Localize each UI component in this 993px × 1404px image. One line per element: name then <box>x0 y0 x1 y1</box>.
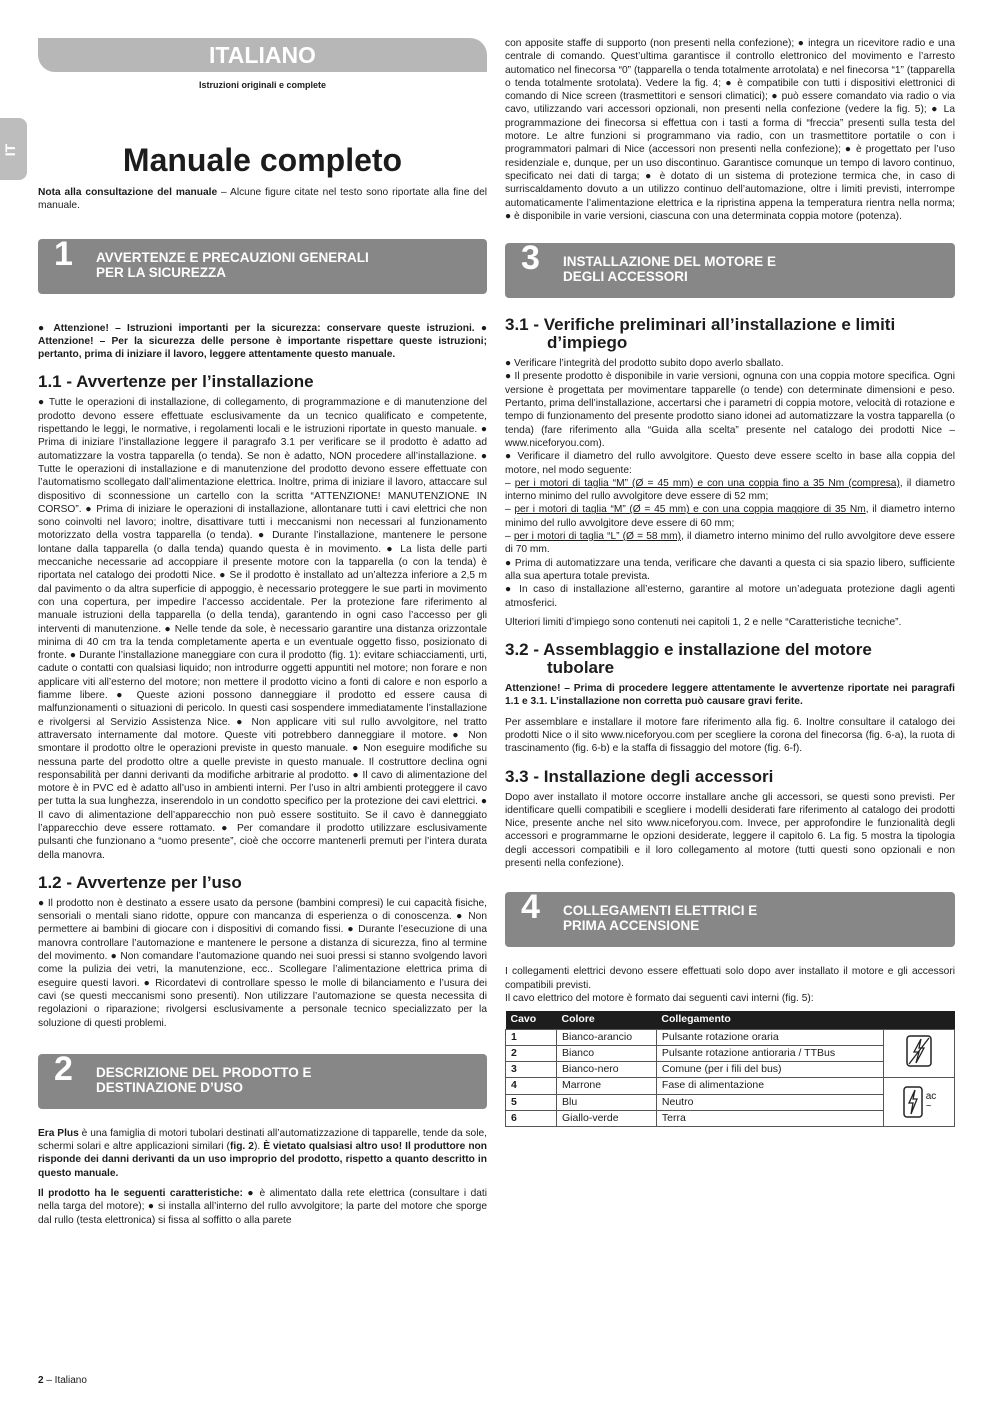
list-item: – per i motori di taglia “M” (Ø = 45 mm) e con una coppia maggiore di 35 Nm, il diametro interno minimo del rullo avvolgitore deve essere di 60 mm; <box>505 504 955 529</box>
table-row: 6 Giallo-verde Terra <box>506 1111 955 1127</box>
heading-1-1: 1.1 - Avvertenze per l’installazione <box>38 372 314 392</box>
safety-warning: ● Attenzione! – Istruzioni importanti per la sicurezza: conservare queste istruzioni. ● Attenzione! – Per la sicurezza delle persone è importante rispettare queste istruzioni; pertanto, prima di iniziare il lavoro, leggere attentamente questo manuale. <box>38 322 487 361</box>
table-row: 2 Bianco Pulsante rotazione antioraria / TTBus <box>506 1045 955 1061</box>
section-4-header: 4 COLLEGAMENTI ELETTRICI E PRIMA ACCENSIONE <box>505 892 955 947</box>
para-3-3: Dopo aver installato il motore occorre installare anche gli accessori, se questi sono previsti. Per identificare quelli compatibili e scegliere i modelli desiderati fare riferimento al catalogo dei prodotti Nice, presente anche nel sito www.niceforyou.com. Invece, per approfondire le funzionalità degli accessori e programmarne le opzioni desiderate, leggere il capitolo 6. La fig. 5 mostra la tipologia degli accessori compatibili e il loro collegamento al motore (tutti questi sono opzionali e non presenti nella confezione). <box>505 791 955 870</box>
heading-3-3: 3.3 - Installazione degli accessori <box>505 766 774 786</box>
list-item: ● In caso di installazione all’esterno, garantire al motore un’adeguata protezione dagli agenti atmosferici. <box>505 584 955 609</box>
para-4-b: Il cavo elettrico del motore è formato dai seguenti cavi interni (fig. 5): <box>505 992 814 1004</box>
para-1-2: ● Il prodotto non è destinato a essere usato da persone (bambini compresi) le cui capacità fisiche, sensoriali o mentali siano ridotte, oppure con mancanza di esperienza o di conoscenza. ● Non permettere ai bambini di giocare con i dispositivi di comando fissi. ● Durante l’esecuzione di una manovra controllare l’automazione e mantenere le persone a distanza di sicurezza, fino al termine del movimento. ● Non comandare l’automazione quando nei suoi pressi si stanno svolgendo lavori come la pulizia dei vetri, la manutenzione, ecc.. Scollegare l’alimentazione elettrica prima di eseguire questi lavori. ● Ricordatevi di controllare spesso le molle di bilanciamento e l’usura dei cavi (se questi meccanismi sono presenti). Non utilizzare l’automazione se questa necessita di regolazioni o riparazione; rivolgersi esclusivamente a personale tecnico specializzato per la soluzione di questi problemi. <box>38 897 487 1029</box>
table-row: 3 Bianco-nero Comune (per i fili del bus) <box>506 1062 955 1078</box>
low-voltage-symbol-icon <box>884 1029 955 1078</box>
para-3-2: Per assemblare e installare il motore fare riferimento alla fig. 6. Inoltre consultare il catalogo dei prodotti Nice o il sito www.niceforyou.com per scegliere la corona del finecorsa (fig. 6-a), la ruota di trascinamento (fig. 6-b) e la staffa di fissaggio del motore (fig. 6-f). <box>505 716 955 755</box>
para-2-b: Il prodotto ha le seguenti caratteristiche: ● è alimentato dalla rete elettrica (consultare i dati nella targa del motore); ● si installa all’interno del rullo avvolgitore; la parte del motore che sporge dal rullo (testa elettronica) si fissa al soffitto o alla parete <box>38 1188 487 1226</box>
heading-3-2: 3.2 - Assemblaggio e installazione del motore tubolare <box>505 640 872 678</box>
para-2-a: Era Plus è una famiglia di motori tubolari destinati all’automatizzazione di tapparelle, tende da sole, schermi solari e altre applicazioni similari (fig. 2). È vietato qualsiasi altro uso! Il produttore non risponde dei danni derivanti da un uso improprio del prodotto, rispetto a quanto descritto in questo manuale. <box>38 1127 487 1179</box>
table-row: 1 Bianco-arancio Pulsante rotazione oraria <box>506 1029 955 1045</box>
manual-note: Nota alla consultazione del manuale – Alcune figure citate nel testo sono riportate alla fine del manuale. <box>38 187 487 212</box>
cable-table <box>505 1011 955 1127</box>
list-item: ● Il presente prodotto è disponibile in varie versioni, ognuna con una coppia motore specifica. Ogni versione è progettata per movimentare tapparelle (o tende) con determinate dimensioni e peso. Pertanto, prima dell’installazione, accertarsi che i parametri di coppia motore, velocità di rotazione e tempo di funzionamento del presente prodotto siano idonei ad automatizzare la vostra tapparella (o tenda) (fare riferimento alla “Guida alla scelta” presente nel catalogo dei prodotti Nice – www.niceforyou.com). <box>505 371 955 449</box>
heading-3-1: 3.1 - Verifiche preliminari all’installazione e limiti d’impiego <box>505 315 896 353</box>
table-header-row: Cavo Colore Collegamento <box>506 1011 955 1029</box>
para-1-1: ● Tutte le operazioni di installazione, di collegamento, di programmazione e di manutenzione del prodotto devono essere effettuate esclusivamente da un tecnico qualificato e competente, rispettando le leggi, le normative, i regolamenti locali e le istruzioni riportate in questo manuale. ● Prima di iniziare l’installazione leggere il paragrafo 3.1 per verificare se il prodotto è adatto ad automatizzare la vostra tapparella (o tenda). Se non è adatto, NON procedere all’installazione. ● Tutte le operazioni di installazione e di manutenzione del prodotto devono essere effettuate con l’automatismo scollegato dall’alimentazione elettrica. Inoltre, prima di iniziare il lavoro, attaccare sul dispositivo di sconnessione un cartello con la scritta “ATTENZIONE! MANUTENZIONE IN CORSO”. ● Prima di iniziare le operazioni di installazione, allontanare tutti i cavi elettrici che non sono coinvolti nel lavoro; inoltre, disattivare tutti i meccanismi non necessari al funzionamento motorizzato della vostra tapparella (o tenda). ● Durante l’installazione, mantenere le persone lontane dalla tapparella (o dalla tenda) quando questa è in movimento. ● La lista delle parti meccaniche necessarie ad accoppiare il presente motore con la tapparella (o con la tenda) è riportata nel catalogo dei prodotti Nice. ● Se il prodotto è installato ad un’altezza inferiore a 2,5 m dal pavimento o da altra superficie di appoggio, è necessario proteggere le sue parti in movimento con una copertura, per impedire l’accesso accidentale. Per la protezione fare riferimento al manuale istruzioni della tapparella (o della tenda), garantendo in ogni caso l’accesso per gli interventi di manutenzione. ● Nelle tende da sole, è necessario garantire una distanza orizzontale minima di 40 cm tra la tenda completamente aperta e un eventuale oggetto fisso, posizionato di fronte. ● Durante l’installazione maneggiare con cura il prodotto (fig. 1): evitare schiacciamenti, urti, cadute o contatti con qualsiasi liquido; non introdurre oggetti appuntiti nel motore; non forare e non applicare viti all’esterno del motore; non mettere il prodotto vicino a fonti di calore e non esporlo a fiamme libere. ● Queste azioni possono danneggiare il prodotto ed essere causa di malfunzionamenti o situazioni di pericolo. In questi casi sospendere immediatamente l’installazione e rivolgersi al Servizio Assistenza Nice. ● Non applicare viti sul rullo avvolgitore, nel tratto attraversato internamente dal motore. Queste viti potrebbero danneggiare il motore. ● Non smontare il prodotto oltre le operazioni previste in questo manuale. ● Non eseguire modifiche su nessuna parte del prodotto oltre a quelle previste in questo manuale. Il costruttore declina ogni responsabilità per danni derivanti da modifiche arbitrarie al prodotto. ● Il cavo di alimentazione del motore è in PVC ed è adatto all’uso in ambienti interni. Per l’uso in altri ambienti proteggere il cavo per tutta la sua lunghezza, inserendolo in un condotto specifico per la protezione dei cavi elettrici. ● Il cavo di alimentazione dell’apparecchio non può essere sostituito. Se il cavo è danneggiato l’apparecchio deve essere rottamato. ● Per comandare il prodotto utilizzare esclusivamente pulsanti che funzionano a “uomo presente”, cioè che occorre mantenerli premuti per l’intera durata della manovra. <box>38 397 487 861</box>
table-row: 5 Blu Neutro <box>506 1094 955 1110</box>
list-item: – per i motori di taglia “M” (Ø = 45 mm) e con una coppia fino a 35 Nm (compresa), il diametro interno minimo del rullo avvolgitore deve essere di 52 mm; <box>505 477 955 503</box>
warning-3-2: Attenzione! – Prima di procedere leggere attentamente le avvertenze riportate nei paragrafi 1.1 e 3.1. L’installazione non corretta può causare gravi ferite. <box>505 683 955 708</box>
list-item: ● Prima di automatizzare una tenda, verificare che davanti a questa ci sia spazio libero, sufficiente alla sua apertura totale prevista. <box>505 557 955 582</box>
language-banner: ITALIANO <box>38 38 487 72</box>
language-tab <box>0 118 27 180</box>
section-3-header: 3 INSTALLAZIONE DEL MOTORE E DEGLI ACCESSORI <box>505 243 955 298</box>
table-row: 4 Marrone Fase di alimentazione ac ~ <box>506 1078 955 1094</box>
section-1-header: 1 AVVERTENZE E PRECAUZIONI GENERALI PER LA SICUREZZA <box>38 239 487 294</box>
heading-1-2: 1.2 - Avvertenze per l’uso <box>38 872 242 892</box>
list-3-1 <box>505 357 955 610</box>
language-tab-label: IT <box>2 143 19 157</box>
para-4-a: I collegamenti elettrici devono essere effettuati solo dopo aver installato il motore e gli accessori compatibili previsti. <box>505 966 955 991</box>
page-footer: 2 – Italiano <box>38 1375 87 1386</box>
ac-voltage-symbol-icon: ac ~ <box>884 1078 955 1127</box>
list-item: ● Verificare il diametro del rullo avvolgitore. Questo deve essere scelto in base alla coppia del motore, nel modo seguente: <box>505 451 955 476</box>
subheading: Istruzioni originali e complete <box>198 80 327 90</box>
left-column <box>38 186 487 1234</box>
para-2-continued: con apposite staffe di supporto (non presenti nella confezione); ● integra un ricevitore radio e una centrale di comando. Quest’ultima garantisce il controllo elettronico del movimento e l’arresto automatico nel finecorsa “0” (tapparella o tenda totalmente arrotolata) e nel finecorsa “1” (tapparella o tenda totalmente srotolata). Vedere la fig. 4; ● è compatibile con tutti i dispositivi elettronici di comando di Nice screen (trasmettitori e sensori climatici); ● può essere comandato via radio o via cavo, utilizzando vari accessori opzionali, non presenti nella confezione (vedere la fig. 5); ● La programmazione dei finecorsa si effettua con i tasti a forma di “freccia” presenti sulla testa del motore. Le altre funzioni si programmano via radio, con un trasmettitore portatile o con i programmatori palmari di Nice (accessori non presenti nella confezione); ● è progettato per l’uso residenziale e, dunque, per un uso discontinuo. Garantisce comunque un tempo di lavoro continuo, specificato nei dati di targa; ● è dotato di un sistema di protezione termica che, in caso di surriscaldamento dovuto a un utilizzo continuo dell’automazione, oltre i limiti previsti, interrompe automaticamente l’alimentazione elettrica e la ripristina appena la temperatura rientra nella norma; ● è disponibile in varie versioni, ciascuna con una determinata coppia motore (potenza). <box>505 38 955 222</box>
list-item: ● Verificare l’integrità del prodotto subito dopo averlo sballato. <box>505 358 784 370</box>
list-item: – per i motori di taglia “L” (Ø = 58 mm), il diametro interno minimo del rullo avvolgitore deve essere di 70 mm. <box>505 531 956 556</box>
section-2-header: 2 DESCRIZIONE DEL PRODOTTO E DESTINAZIONE D’USO <box>38 1054 487 1109</box>
para-3-1: Ulteriori limiti d’impiego sono contenuti nei capitoli 1, 2 e nelle “Caratteristiche tecniche”. <box>505 616 902 628</box>
page-title: Manuale completo <box>122 142 403 178</box>
right-column <box>505 37 955 1127</box>
